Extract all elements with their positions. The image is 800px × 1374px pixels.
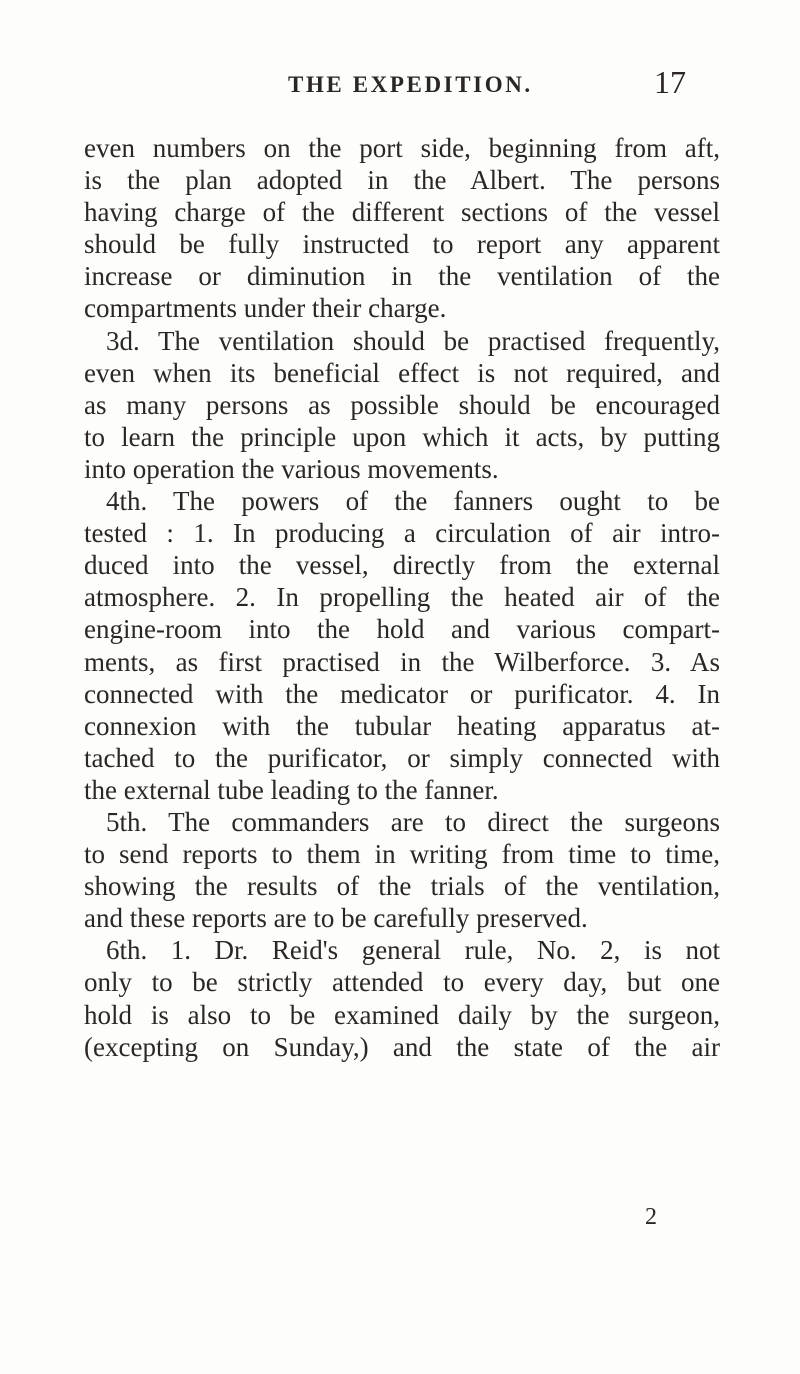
running-head: THE EXPEDITION. — [288, 72, 533, 97]
text-line: only to be strictly attended to every day, but one — [84, 967, 720, 998]
text-line: even when its beneficial effect is not required, and — [84, 357, 720, 388]
text-line: duced into the vessel, directly from the external — [84, 550, 720, 581]
text-line: increase or diminution in the ventilation of the — [84, 261, 720, 292]
text-line: even numbers on the port side, beginning from aft, — [84, 133, 720, 163]
text-line: should be fully instructed to report any apparent — [84, 229, 720, 260]
text-line: the external tube leading to the fanner. — [84, 774, 499, 805]
page-number: 17 — [654, 64, 686, 100]
text-line: showing the results of the trials of the ventilation, — [84, 871, 720, 902]
text-line: connexion with the tubular heating apparatus at- — [84, 710, 720, 741]
text-line: atmosphere. 2. In propelling the heated air of the — [84, 582, 720, 613]
body-text — [84, 132, 720, 1063]
text-line: hold is also to be examined daily by the surgeon, — [84, 999, 720, 1030]
text-line: tested : 1. In producing a circulation of air intro- — [84, 518, 720, 549]
text-line: (excepting on Sunday,) and the state of the air — [84, 1031, 720, 1062]
text-line: and these reports are to be carefully preserved. — [84, 903, 588, 934]
text-line: connected with the medicator or purificator. 4. In — [84, 678, 720, 709]
text-line: having charge of the different sections of the vessel — [84, 197, 720, 228]
text-line: 3d. The ventilation should be practised frequently, — [106, 325, 720, 356]
text-line: to send reports to them in writing from time to time, — [84, 839, 720, 870]
signature-mark: 2 — [645, 1204, 657, 1230]
text-line: is the plan adopted in the Albert. The persons — [84, 165, 720, 196]
text-line: ments, as first practised in the Wilberforce. 3. As — [84, 646, 720, 677]
text-line: compartments under their charge. — [84, 293, 447, 324]
text-line: tached to the purificator, or simply connected with — [84, 742, 720, 773]
text-line: 5th. The commanders are to direct the surgeons — [106, 806, 720, 837]
text-line: 4th. The powers of the fanners ought to be — [106, 486, 720, 517]
text-line: to learn the principle upon which it acts, by putting — [84, 421, 720, 452]
text-line: 6th. 1. Dr. Reid's general rule, No. 2, is not — [106, 935, 720, 966]
text-line: as many persons as possible should be encouraged — [84, 389, 720, 420]
text-line: into operation the various movements. — [84, 453, 499, 484]
text-line: engine-room into the hold and various compart- — [84, 614, 720, 645]
